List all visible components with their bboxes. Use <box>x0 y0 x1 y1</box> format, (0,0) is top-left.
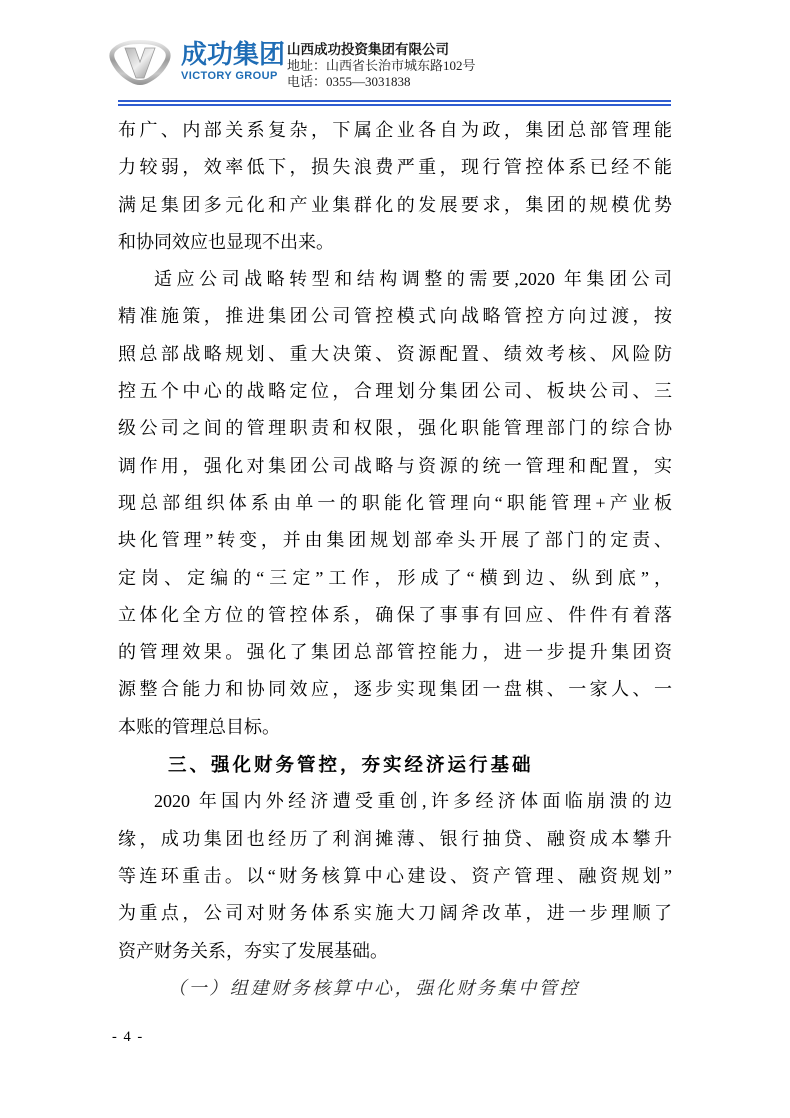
company-address: 地址：山西省长治市城东路102号 <box>287 58 476 73</box>
header-double-rule <box>118 100 671 106</box>
victory-v-emblem-icon <box>106 37 174 89</box>
brand-name-chinese: 成功集团 <box>181 39 286 69</box>
body-line: 照总部战略规划、重大决策、资源配置、绩效考核、风险防 <box>118 343 672 364</box>
body-line: 力较弱，效率低下，损失浪费严重，现行管控体系已经不能 <box>118 157 672 178</box>
body-line: 的管理效果。强化了集团总部管控能力，进一步提升集团资 <box>118 642 672 663</box>
body-line: 缘，成功集团也经历了利润摊薄、银行抽贷、融资成本攀升 <box>118 828 672 849</box>
page-number: - 4 - <box>112 1029 144 1045</box>
brand-block <box>181 41 291 82</box>
body-line: 调作用，强化对集团公司战略与资源的统一管理和配置，实 <box>118 455 672 476</box>
subsection-heading: （一）组建财务核算中心，强化财务集中管控 <box>168 977 580 998</box>
body-line: 本账的管理总目标。 <box>118 716 280 737</box>
body-line: 满足集团多元化和产业集群化的发展要求，集团的规模优势 <box>118 194 672 215</box>
body-line: 块化管理”转变，并由集团规划部牵头开展了部门的定责、 <box>118 530 672 551</box>
company-info <box>287 42 476 89</box>
body-line: 控五个中心的战略定位，合理划分集团公司、板块公司、三 <box>118 381 672 402</box>
document-body <box>118 112 672 1007</box>
body-line: 立体化全方位的管控体系，确保了事事有回应、件件有着落 <box>118 604 672 625</box>
body-line: 为重点，公司对财务体系实施大刀阔斧改革，进一步理顺了 <box>118 903 672 924</box>
body-line: 现总部组织体系由单一的职能化管理向“职能管理+产业板 <box>118 492 672 513</box>
body-line: 定岗、定编的“三定”工作，形成了“横到边、纵到底”， <box>118 567 672 588</box>
body-line: 适应公司战略转型和结构调整的需要,2020 年集团公司 <box>154 269 672 290</box>
company-phone: 电话：0355—3031838 <box>287 73 411 89</box>
body-line: 源整合能力和协同效应，逐步实现集团一盘棋、一家人、一 <box>118 679 672 700</box>
body-line: 等连环重击。以“财务核算中心建设、资产管理、融资规划” <box>118 865 672 886</box>
body-line: 精准施策，推进集团公司管控模式向战略管控方向过渡，按 <box>118 306 672 327</box>
company-name: 山西成功投资集团有限公司 <box>287 42 449 57</box>
body-line: 和协同效应也显现不出来。 <box>118 231 334 252</box>
body-line: 布广、内部关系复杂，下属企业各自为政，集团总部管理能 <box>118 120 672 140</box>
section-heading: 三、强化财务管控，夯实经济运行基础 <box>168 754 534 776</box>
body-line: 级公司之间的管理职责和权限，强化职能管理部门的综合协 <box>118 418 672 439</box>
body-line: 资产财务关系，夯实了发展基础。 <box>118 940 388 961</box>
body-line: 2020 年国内外经济遭受重创,许多经济体面临崩溃的边 <box>154 791 672 812</box>
brand-name-english: VICTORY GROUP <box>181 70 278 82</box>
letterhead <box>0 0 790 110</box>
